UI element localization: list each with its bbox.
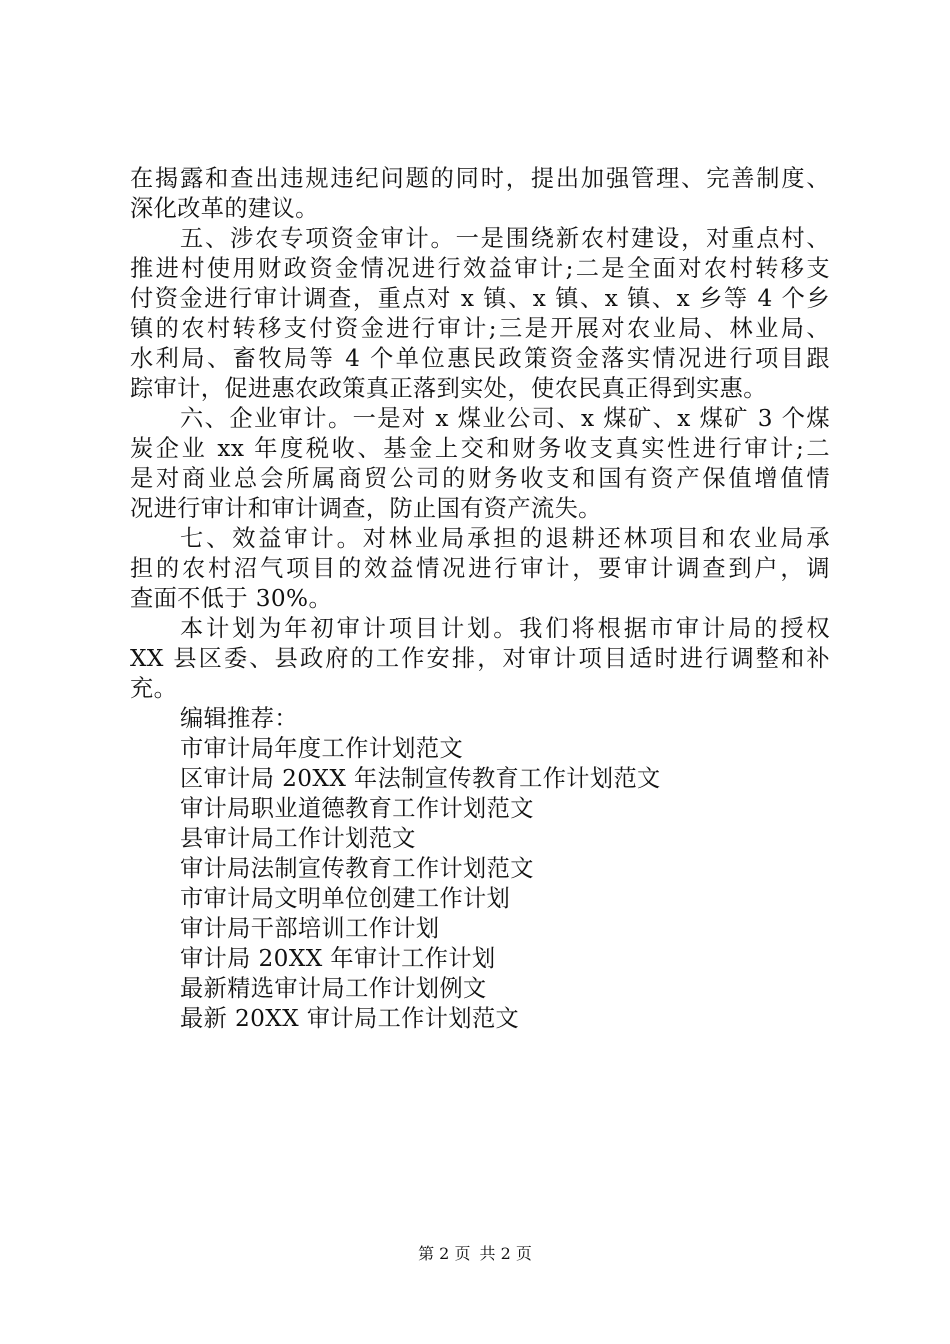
text-line: XX 县区委、县政府的工作安排，对审计项目适时进行调整和补: [130, 645, 830, 672]
text-line: 踪审计，促进惠农政策真正落到实处，使农民真正得到实惠。: [130, 375, 767, 402]
text-line: 在揭露和查出违规违纪问题的同时，提出加强管理、完善制度、: [130, 165, 830, 192]
page-number: 第 2 页: [418, 1244, 471, 1263]
text-line: 七、效益审计。对林业局承担的退耕还林项目和农业局承: [180, 525, 830, 552]
text-line: 五、涉农专项资金审计。一是围绕新农村建设，对重点村、: [180, 225, 830, 252]
text-line: 是对商业总会所属商贸公司的财务收支和国有资产保值增值情: [130, 465, 830, 492]
text-line: 查面不低于 30%。: [130, 585, 333, 612]
text-line: 付资金进行审计调查，重点对 x 镇、x 镇、x 镇、x 乡等 4 个乡: [130, 285, 830, 312]
text-line: 炭企业 xx 年度税收、基金上交和财务收支真实性进行审计;二: [130, 435, 830, 462]
body-paragraphs: [130, 164, 830, 704]
text-line: 六、企业审计。一是对 x 煤业公司、x 煤矿、x 煤矿 3 个煤: [180, 405, 830, 432]
text-line: 担的农村沼气项目的效益情况进行审计，要审计调查到户，调: [130, 555, 830, 582]
recommendation-link[interactable]: 审计局 20XX 年审计工作计划: [180, 945, 496, 972]
recommendation-link[interactable]: 最新精选审计局工作计划例文: [180, 975, 487, 1002]
recommendation-link[interactable]: 审计局法制宣传教育工作计划范文: [180, 855, 534, 882]
recommendation-link[interactable]: 县审计局工作计划范文: [180, 825, 416, 852]
document-body: [130, 164, 830, 1034]
recommendation-link[interactable]: 市审计局年度工作计划范文: [180, 735, 464, 762]
page-footer: [0, 1244, 950, 1264]
text-line: 深化改革的建议。: [130, 195, 319, 222]
text-line: 镇的农村转移支付资金进行审计;三是开展对农业局、林业局、: [130, 315, 830, 342]
recommendation-link[interactable]: 审计局干部培训工作计划: [180, 915, 440, 942]
page-total: 共 2 页: [479, 1244, 532, 1263]
text-line: 推进村使用财政资金情况进行效益审计;二是全面对农村转移支: [130, 255, 830, 282]
text-line: 本计划为年初审计项目计划。我们将根据市审计局的授权: [180, 615, 830, 642]
recommendation-link[interactable]: 审计局职业道德教育工作计划范文: [180, 795, 534, 822]
text-line: 水利局、畜牧局等 4 个单位惠民政策资金落实情况进行项目跟: [130, 345, 830, 372]
recommendation-list: [130, 734, 830, 1034]
recommendation-link[interactable]: 区审计局 20XX 年法制宣传教育工作计划范文: [180, 765, 661, 792]
recommendation-link[interactable]: 最新 20XX 审计局工作计划范文: [180, 1005, 520, 1032]
text-line: 况进行审计和审计调查，防止国有资产流失。: [130, 495, 602, 522]
recommendation-link[interactable]: 市审计局文明单位创建工作计划: [180, 885, 511, 912]
text-line: 充。: [130, 675, 178, 702]
recommend-heading: 编辑推荐：: [180, 705, 298, 732]
